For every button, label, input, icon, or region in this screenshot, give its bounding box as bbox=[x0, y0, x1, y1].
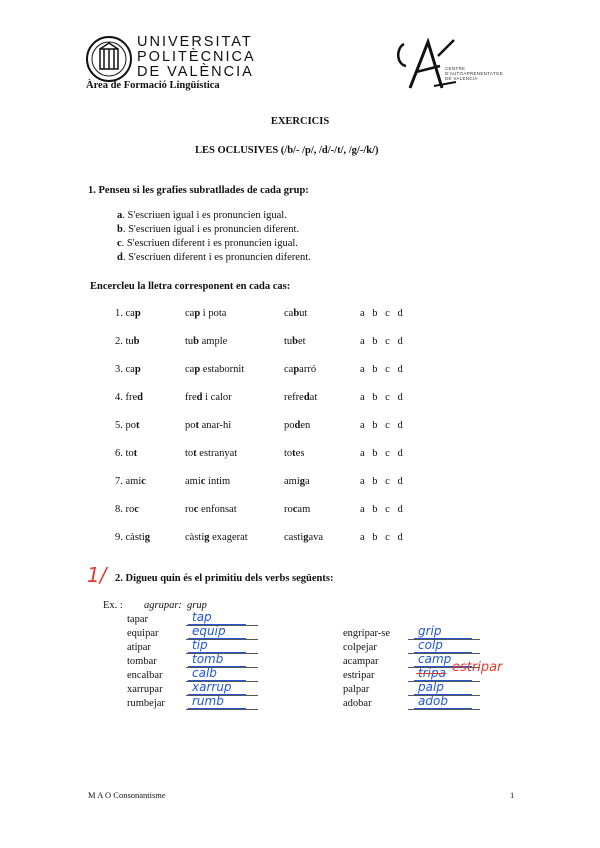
verb-row bbox=[0, 638, 600, 656]
verb-label: engripar-se bbox=[343, 628, 391, 639]
university-seal-logo bbox=[86, 35, 132, 83]
question-1-heading: 1. Penseu si les grafies subratllades de cada grup: bbox=[88, 185, 309, 196]
teacher-correction: estripar bbox=[452, 660, 503, 675]
answer-choices[interactable]: a b c d bbox=[360, 336, 406, 347]
verb-label: xarrupar bbox=[127, 684, 163, 695]
phrase-cell: fred i calor bbox=[185, 392, 232, 403]
verb-label: adobar bbox=[343, 698, 372, 709]
word-cell: 4. fred bbox=[115, 392, 143, 403]
comparison-cell: caparró bbox=[284, 364, 317, 375]
word-cell: 9. càstig bbox=[115, 532, 150, 543]
example-verb: agrupar: bbox=[144, 600, 182, 611]
page-number: 1 bbox=[510, 790, 515, 800]
footer-title: M A O Consonantisme bbox=[88, 790, 166, 800]
answer-choices[interactable]: a b c d bbox=[360, 364, 406, 375]
handwritten-answer[interactable]: xarrup bbox=[192, 680, 232, 694]
comparison-cell: amiga bbox=[284, 476, 310, 487]
phrase-cell: cap i pota bbox=[185, 308, 227, 319]
page-title: EXERCICIS bbox=[270, 116, 330, 127]
word-cell: 8. roc bbox=[115, 504, 139, 515]
verb-label: atipar bbox=[127, 642, 151, 653]
handwritten-answer[interactable]: calb bbox=[192, 666, 217, 680]
page-subtitle: LES OCLUSIVES (/b/- /p/, /d/-/t/, /g/-/k/) bbox=[195, 145, 379, 156]
phrase-cell: amic íntim bbox=[185, 476, 231, 487]
example-label: Ex. : bbox=[103, 600, 123, 611]
option-c: c. S'escriuen diferent i es pronuncien igual. bbox=[117, 238, 298, 249]
verb-label: estripar bbox=[343, 670, 375, 681]
handwritten-answer[interactable]: colp bbox=[418, 638, 443, 652]
strike-through bbox=[416, 673, 446, 674]
example-answer: grup bbox=[187, 600, 207, 611]
verb-row bbox=[0, 624, 600, 642]
answer-choices[interactable]: a b c d bbox=[360, 420, 406, 431]
comparison-cell: tubet bbox=[284, 336, 306, 347]
verb-row bbox=[0, 694, 600, 712]
verb-row bbox=[0, 652, 600, 670]
phrase-cell: cap estabornit bbox=[185, 364, 245, 375]
word-cell: 1. cap bbox=[115, 308, 141, 319]
phrase-cell: tot estranyat bbox=[185, 448, 238, 459]
comparison-cell: cabut bbox=[284, 308, 308, 319]
answer-line bbox=[408, 709, 480, 710]
phrase-cell: pot anar-hi bbox=[185, 420, 232, 431]
handwritten-answer[interactable]: tomb bbox=[192, 652, 224, 666]
answer-underline bbox=[414, 708, 472, 709]
handwritten-answer[interactable]: adob bbox=[418, 694, 448, 708]
question-2-heading: 2. Digueu quin és el primitiu dels verbs següents: bbox=[115, 573, 334, 584]
phrase-cell: roc enfonsat bbox=[185, 504, 237, 515]
comparison-cell: poden bbox=[284, 420, 311, 431]
handwritten-answer[interactable]: tip bbox=[192, 638, 208, 652]
verb-label: colpejar bbox=[343, 642, 377, 653]
comparison-cell: refredat bbox=[284, 392, 318, 403]
handwritten-answer[interactable]: tap bbox=[192, 610, 212, 624]
option-d: d. S'escriuen diferent i es pronuncien diferent. bbox=[117, 252, 311, 263]
answer-choices[interactable]: a b c d bbox=[360, 392, 406, 403]
verb-label: tombar bbox=[127, 656, 157, 667]
verb-label: acampar bbox=[343, 656, 379, 667]
word-cell: 3. cap bbox=[115, 364, 141, 375]
verb-label: palpar bbox=[343, 684, 370, 695]
handwritten-answer[interactable]: camp bbox=[418, 652, 452, 666]
grade-mark: 1/ bbox=[87, 563, 107, 587]
comparison-cell: rocam bbox=[284, 504, 311, 515]
instruction: Encercleu la lletra corresponent en cada cas: bbox=[90, 281, 291, 292]
comparison-cell: castigava bbox=[284, 532, 324, 543]
answer-choices[interactable]: a b c d bbox=[360, 476, 406, 487]
department-name: Àrea de Formació Lingüística bbox=[86, 80, 220, 91]
answer-choices[interactable]: a b c d bbox=[360, 448, 406, 459]
handwritten-answer[interactable]: palp bbox=[418, 680, 444, 694]
phrase-cell: tub ample bbox=[185, 336, 228, 347]
cal-logo-text: CENTRE D'AUTOAPRENENTATGE DE VALENCIA bbox=[445, 66, 504, 81]
comparison-cell: totes bbox=[284, 448, 305, 459]
verb-label: equipar bbox=[127, 628, 159, 639]
verb-label: rumbejar bbox=[127, 698, 165, 709]
university-name: UNIVERSITAT POLITÈCNICA DE VALÈNCIA bbox=[137, 34, 256, 80]
answer-choices[interactable]: a b c d bbox=[360, 308, 406, 319]
verb-label: encalbar bbox=[127, 670, 163, 681]
phrase-cell: càstig exagerat bbox=[185, 532, 248, 543]
word-cell: 2. tub bbox=[115, 336, 140, 347]
verb-row bbox=[0, 680, 600, 698]
handwritten-answer[interactable]: rumb bbox=[192, 694, 224, 708]
verb-row bbox=[0, 610, 600, 628]
word-cell: 7. amic bbox=[115, 476, 146, 487]
word-cell: 6. tot bbox=[115, 448, 138, 459]
answer-choices[interactable]: a b c d bbox=[360, 532, 406, 543]
handwritten-answer[interactable]: tripa bbox=[418, 666, 446, 680]
option-a: a. S'escriuen igual i es pronuncien igual. bbox=[117, 210, 287, 221]
verb-label: tapar bbox=[127, 614, 148, 625]
answer-choices[interactable]: a b c d bbox=[360, 504, 406, 515]
handwritten-answer[interactable]: grip bbox=[418, 624, 442, 638]
handwritten-answer[interactable]: equip bbox=[192, 624, 226, 638]
word-cell: 5. pot bbox=[115, 420, 140, 431]
option-b: b. S'escriuen igual i es pronuncien diferent. bbox=[117, 224, 300, 235]
